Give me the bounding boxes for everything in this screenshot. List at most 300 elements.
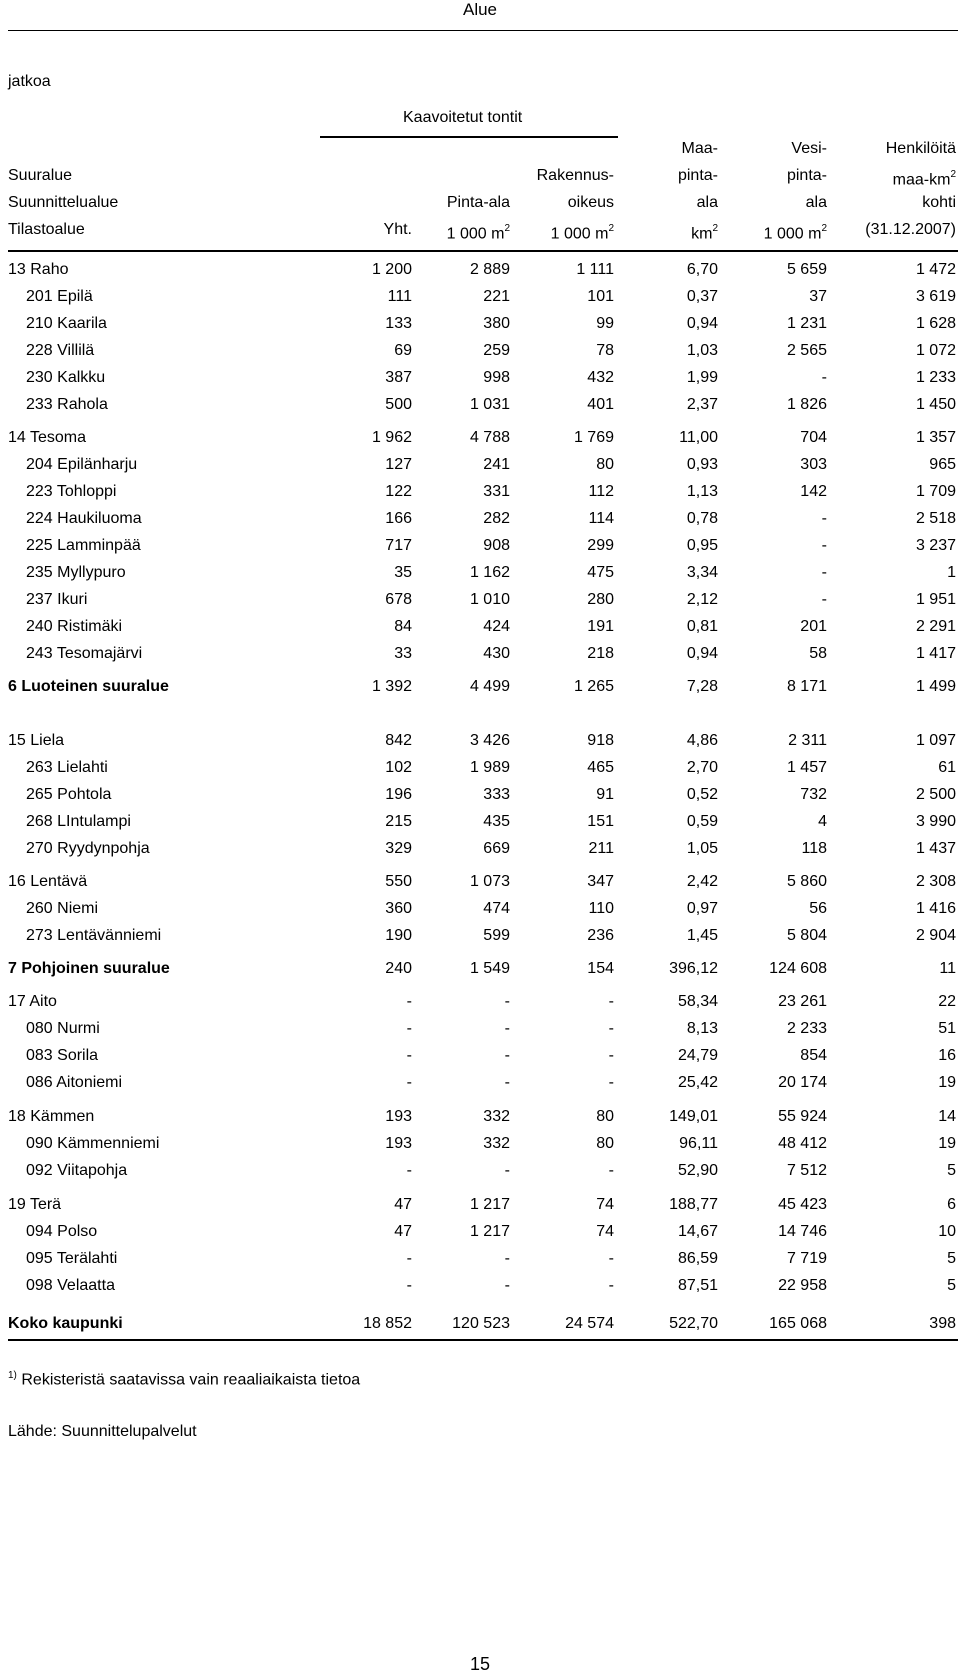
header-vesi-ala: ala bbox=[805, 194, 827, 211]
table-row bbox=[0, 1195, 960, 1215]
row-name: 095 Terälahti bbox=[26, 1250, 118, 1267]
cell-maapinta-ala: 0,97 bbox=[686, 900, 718, 917]
cell-maapinta-ala: 52,90 bbox=[677, 1162, 718, 1179]
cell-pinta-ala: - bbox=[504, 1277, 510, 1294]
cell-yht: 215 bbox=[385, 813, 412, 830]
cell-pinta-ala: 1 217 bbox=[469, 1223, 510, 1240]
cell-rakennusoikeus: 151 bbox=[587, 813, 614, 830]
cell-vesipinta-ala: 303 bbox=[800, 456, 827, 473]
cell-henkiloita: 19 bbox=[938, 1074, 956, 1091]
cell-henkiloita: 3 990 bbox=[915, 813, 956, 830]
cell-yht: 360 bbox=[385, 900, 412, 917]
cell-yht: 240 bbox=[385, 960, 412, 977]
cell-yht: 122 bbox=[385, 483, 412, 500]
table-row bbox=[0, 926, 960, 946]
table-row bbox=[0, 536, 960, 556]
cell-maapinta-ala: 2,12 bbox=[686, 591, 718, 608]
cell-vesipinta-ala: 45 423 bbox=[778, 1196, 827, 1213]
cell-yht: - bbox=[406, 1277, 412, 1294]
cell-pinta-ala: 1 549 bbox=[469, 960, 510, 977]
row-name: 235 Myllypuro bbox=[26, 564, 126, 581]
cell-pinta-ala: 332 bbox=[483, 1108, 510, 1125]
row-name: 092 Viitapohja bbox=[26, 1162, 128, 1179]
cell-pinta-ala: 282 bbox=[483, 510, 510, 527]
page-number: 15 bbox=[469, 1654, 491, 1674]
cell-yht: - bbox=[406, 993, 412, 1010]
cell-yht: 196 bbox=[385, 786, 412, 803]
table-row bbox=[0, 1314, 960, 1334]
row-name: 210 Kaarila bbox=[26, 315, 107, 332]
header-pinta-ala: Pinta-ala bbox=[446, 194, 510, 211]
cell-henkiloita: 3 619 bbox=[915, 288, 956, 305]
row-name: 268 LIntulampi bbox=[26, 813, 131, 830]
row-name: 237 Ikuri bbox=[26, 591, 88, 608]
cell-vesipinta-ala: 7 512 bbox=[786, 1162, 827, 1179]
cell-henkiloita: 6 bbox=[947, 1196, 956, 1213]
cell-henkiloita: 16 bbox=[938, 1047, 956, 1064]
page-header: Alue bbox=[462, 0, 498, 19]
cell-pinta-ala: 1 162 bbox=[469, 564, 510, 581]
cell-maapinta-ala: 1,45 bbox=[686, 927, 718, 944]
cell-vesipinta-ala: 732 bbox=[800, 786, 827, 803]
row-name: 18 Kämmen bbox=[8, 1108, 95, 1125]
row-name: 270 Ryydynpohja bbox=[26, 840, 150, 857]
cell-rakennusoikeus: 465 bbox=[587, 759, 614, 776]
cell-henkiloita: 1 437 bbox=[915, 840, 956, 857]
cell-yht: 190 bbox=[385, 927, 412, 944]
cell-vesipinta-ala: 22 958 bbox=[778, 1277, 827, 1294]
row-name: 16 Lentävä bbox=[8, 873, 88, 890]
header-divider bbox=[8, 30, 958, 31]
table-row bbox=[0, 872, 960, 892]
cell-rakennusoikeus: 432 bbox=[587, 369, 614, 386]
header-pinta-ala-unit: 1 000 $m^2$ bbox=[446, 223, 510, 243]
cell-vesipinta-ala: 23 261 bbox=[778, 993, 827, 1010]
header-bottom-rule bbox=[8, 250, 958, 252]
cell-rakennusoikeus: 74 bbox=[596, 1223, 614, 1240]
table-row bbox=[0, 1046, 960, 1066]
table-row bbox=[0, 785, 960, 805]
cell-maapinta-ala: 3,34 bbox=[686, 564, 718, 581]
cell-pinta-ala: 332 bbox=[483, 1135, 510, 1152]
table-row bbox=[0, 395, 960, 415]
cell-rakennusoikeus: 110 bbox=[588, 900, 614, 917]
cell-vesipinta-ala: 165 068 bbox=[769, 1315, 827, 1332]
header-maa-pinta: pinta- bbox=[677, 167, 718, 184]
row-name: 223 Tohloppi bbox=[26, 483, 117, 500]
cell-pinta-ala: - bbox=[504, 1250, 510, 1267]
cell-rakennusoikeus: 475 bbox=[587, 564, 614, 581]
row-name: 7 Pohjoinen suuralue bbox=[8, 960, 170, 977]
cell-vesipinta-ala: - bbox=[821, 510, 827, 527]
cell-maapinta-ala: 2,37 bbox=[686, 396, 718, 413]
table-row bbox=[0, 428, 960, 448]
table-row bbox=[0, 677, 960, 697]
cell-maapinta-ala: 7,28 bbox=[686, 678, 718, 695]
cell-henkiloita: 2 518 bbox=[915, 510, 956, 527]
row-name: Koko kaupunki bbox=[8, 1315, 123, 1332]
cell-yht: 1 962 bbox=[371, 429, 412, 446]
table-row bbox=[0, 509, 960, 529]
cell-pinta-ala: - bbox=[504, 1020, 510, 1037]
cell-vesipinta-ala: 124 608 bbox=[769, 960, 827, 977]
row-name: 240 Ristimäki bbox=[26, 618, 123, 635]
header-oikeus: oikeus bbox=[567, 194, 614, 211]
row-name: 230 Kalkku bbox=[26, 369, 106, 386]
cell-vesipinta-ala: 704 bbox=[800, 429, 827, 446]
cell-pinta-ala: 998 bbox=[483, 369, 510, 386]
footnote-text: Rekisteristä saatavissa vain reaaliaikaista tietoa bbox=[21, 1371, 361, 1389]
table-bottom-rule bbox=[8, 1339, 958, 1341]
cell-yht: 47 bbox=[394, 1223, 412, 1240]
row-name: 225 Lamminpää bbox=[26, 537, 141, 554]
cell-maapinta-ala: 4,86 bbox=[686, 732, 718, 749]
cell-maapinta-ala: 1,03 bbox=[686, 342, 718, 359]
table-row bbox=[0, 1019, 960, 1039]
cell-vesipinta-ala: 201 bbox=[800, 618, 827, 635]
table-row bbox=[0, 1161, 960, 1181]
cell-henkiloita: 1 499 bbox=[915, 678, 956, 695]
cell-rakennusoikeus: 112 bbox=[588, 483, 614, 500]
cell-rakennusoikeus: 236 bbox=[587, 927, 614, 944]
cell-vesipinta-ala: - bbox=[821, 591, 827, 608]
table-row bbox=[0, 1107, 960, 1127]
cell-pinta-ala: 4 499 bbox=[469, 678, 510, 695]
header-rakennus-unit: 1 000 $m^2$ bbox=[550, 223, 614, 243]
cell-pinta-ala: - bbox=[504, 1162, 510, 1179]
cell-rakennusoikeus: - bbox=[608, 993, 614, 1010]
cell-maapinta-ala: 24,79 bbox=[677, 1047, 718, 1064]
header-kohti: kohti bbox=[922, 194, 956, 211]
cell-vesipinta-ala: 1 826 bbox=[786, 396, 827, 413]
cell-henkiloita: 10 bbox=[938, 1223, 956, 1240]
table-row bbox=[0, 758, 960, 778]
table-row bbox=[0, 1276, 960, 1296]
row-name: 094 Polso bbox=[26, 1223, 98, 1240]
cell-maapinta-ala: 0,94 bbox=[686, 315, 718, 332]
cell-henkiloita: 1 709 bbox=[915, 483, 956, 500]
row-name: 243 Tesomajärvi bbox=[26, 645, 143, 662]
cell-henkiloita: 1 bbox=[947, 564, 956, 581]
cell-henkiloita: 51 bbox=[938, 1020, 956, 1037]
cell-pinta-ala: 435 bbox=[483, 813, 510, 830]
cell-yht: 717 bbox=[385, 537, 412, 554]
table-row bbox=[0, 590, 960, 610]
cell-rakennusoikeus: 347 bbox=[587, 873, 614, 890]
header-suuralue: Suuralue bbox=[8, 167, 73, 184]
cell-maapinta-ala: 25,42 bbox=[677, 1074, 718, 1091]
cell-henkiloita: 1 357 bbox=[915, 429, 956, 446]
cell-pinta-ala: 221 bbox=[483, 288, 510, 305]
table-row bbox=[0, 839, 960, 859]
table-row bbox=[0, 482, 960, 502]
cell-vesipinta-ala: 56 bbox=[809, 900, 827, 917]
cell-rakennusoikeus: - bbox=[608, 1047, 614, 1064]
row-name: 080 Nurmi bbox=[26, 1020, 100, 1037]
cell-rakennusoikeus: 74 bbox=[596, 1196, 614, 1213]
cell-pinta-ala: 1 010 bbox=[469, 591, 510, 608]
cell-vesipinta-ala: 142 bbox=[800, 483, 827, 500]
row-name: 201 Epilä bbox=[26, 288, 93, 305]
cell-rakennusoikeus: 401 bbox=[587, 396, 614, 413]
cell-maapinta-ala: 0,78 bbox=[686, 510, 718, 527]
cell-henkiloita: 1 628 bbox=[915, 315, 956, 332]
row-name: 090 Kämmenniemi bbox=[26, 1135, 160, 1152]
cell-vesipinta-ala: 1 231 bbox=[786, 315, 827, 332]
cell-rakennusoikeus: 80 bbox=[596, 1135, 614, 1152]
cell-maapinta-ala: 8,13 bbox=[686, 1020, 718, 1037]
cell-pinta-ala: 430 bbox=[483, 645, 510, 662]
cell-rakennusoikeus: 101 bbox=[587, 288, 614, 305]
cell-vesipinta-ala: 37 bbox=[809, 288, 827, 305]
cell-pinta-ala: 241 bbox=[483, 456, 510, 473]
cell-henkiloita: 5 bbox=[947, 1250, 956, 1267]
table-row bbox=[0, 1134, 960, 1154]
header-vesi-unit: 1 000 $m^2$ bbox=[763, 223, 827, 243]
cell-rakennusoikeus: 918 bbox=[587, 732, 614, 749]
header-vesi: Vesi- bbox=[791, 140, 827, 157]
table-row bbox=[0, 731, 960, 751]
table-row bbox=[0, 644, 960, 664]
cell-rakennusoikeus: 1 111 bbox=[576, 261, 614, 278]
cell-yht: 69 bbox=[394, 342, 412, 359]
cell-yht: 127 bbox=[385, 456, 412, 473]
source-line: Lähde: Suunnittelupalvelut bbox=[8, 1423, 197, 1440]
cell-yht: 111 bbox=[387, 288, 412, 305]
cell-rakennusoikeus: 78 bbox=[596, 342, 614, 359]
table-row bbox=[0, 368, 960, 388]
table-row bbox=[0, 455, 960, 475]
cell-vesipinta-ala: 5 860 bbox=[786, 873, 827, 890]
continued-label: jatkoa bbox=[8, 73, 51, 90]
row-name: 204 Epilänharju bbox=[26, 456, 138, 473]
cell-rakennusoikeus: 211 bbox=[588, 840, 614, 857]
cell-rakennusoikeus: 114 bbox=[588, 510, 614, 527]
cell-henkiloita: 61 bbox=[938, 759, 956, 776]
cell-yht: - bbox=[406, 1250, 412, 1267]
header-vesi-pinta: pinta- bbox=[786, 167, 827, 184]
cell-vesipinta-ala: 20 174 bbox=[778, 1074, 827, 1091]
cell-pinta-ala: 424 bbox=[483, 618, 510, 635]
cell-vesipinta-ala: 7 719 bbox=[786, 1250, 827, 1267]
cell-pinta-ala: 1 989 bbox=[469, 759, 510, 776]
cell-pinta-ala: 1 073 bbox=[469, 873, 510, 890]
cell-pinta-ala: 120 523 bbox=[452, 1315, 510, 1332]
cell-maapinta-ala: 0,81 bbox=[686, 618, 718, 635]
cell-rakennusoikeus: 80 bbox=[596, 456, 614, 473]
row-name: 265 Pohtola bbox=[26, 786, 112, 803]
cell-pinta-ala: 1 217 bbox=[469, 1196, 510, 1213]
cell-vesipinta-ala: 854 bbox=[800, 1047, 827, 1064]
group-header-rule bbox=[320, 136, 618, 138]
cell-rakennusoikeus: 154 bbox=[587, 960, 614, 977]
cell-vesipinta-ala: 1 457 bbox=[786, 759, 827, 776]
cell-henkiloita: 1 233 bbox=[915, 369, 956, 386]
cell-maapinta-ala: 149,01 bbox=[669, 1108, 718, 1125]
footnote bbox=[8, 1366, 360, 1390]
table-row bbox=[0, 260, 960, 280]
cell-maapinta-ala: 11,00 bbox=[679, 429, 718, 446]
cell-rakennusoikeus: 280 bbox=[587, 591, 614, 608]
cell-henkiloita: 19 bbox=[938, 1135, 956, 1152]
cell-rakennusoikeus: - bbox=[608, 1162, 614, 1179]
header-henkiloita: Henkilöitä bbox=[885, 140, 956, 157]
header-rakennus: Rakennus- bbox=[536, 167, 614, 184]
cell-maapinta-ala: 2,70 bbox=[686, 759, 718, 776]
header-maa-km: maa-$km^2$ bbox=[892, 169, 956, 189]
cell-maapinta-ala: 522,70 bbox=[669, 1315, 718, 1332]
cell-henkiloita: 1 951 bbox=[915, 591, 956, 608]
cell-pinta-ala: 2 889 bbox=[469, 261, 510, 278]
row-name: 15 Liela bbox=[8, 732, 65, 749]
cell-henkiloita: 2 308 bbox=[915, 873, 956, 890]
cell-rakennusoikeus: - bbox=[608, 1020, 614, 1037]
cell-henkiloita: 2 904 bbox=[915, 927, 956, 944]
row-name: 086 Aitoniemi bbox=[26, 1074, 123, 1091]
cell-pinta-ala: 259 bbox=[483, 342, 510, 359]
table-row bbox=[0, 314, 960, 334]
cell-pinta-ala: 669 bbox=[483, 840, 510, 857]
cell-maapinta-ala: 58,34 bbox=[677, 993, 718, 1010]
cell-rakennusoikeus: 1 769 bbox=[573, 429, 614, 446]
cell-henkiloita: 1 072 bbox=[915, 342, 956, 359]
cell-rakennusoikeus: 1 265 bbox=[573, 678, 614, 695]
cell-yht: 166 bbox=[385, 510, 412, 527]
cell-vesipinta-ala: - bbox=[821, 369, 827, 386]
cell-vesipinta-ala: 5 659 bbox=[786, 261, 827, 278]
cell-maapinta-ala: 0,52 bbox=[686, 786, 718, 803]
cell-yht: - bbox=[406, 1020, 412, 1037]
cell-rakennusoikeus: 218 bbox=[587, 645, 614, 662]
cell-yht: 18 852 bbox=[363, 1315, 412, 1332]
cell-henkiloita: 1 417 bbox=[915, 645, 956, 662]
row-name: 17 Aito bbox=[8, 993, 57, 1010]
cell-maapinta-ala: 1,13 bbox=[686, 483, 718, 500]
cell-maapinta-ala: 6,70 bbox=[686, 261, 718, 278]
cell-yht: 1 200 bbox=[371, 261, 412, 278]
cell-henkiloita: 398 bbox=[929, 1315, 956, 1332]
cell-yht: 842 bbox=[385, 732, 412, 749]
footnote-marker: 1) bbox=[8, 1370, 17, 1381]
cell-pinta-ala: 380 bbox=[483, 315, 510, 332]
table-row bbox=[0, 812, 960, 832]
cell-pinta-ala: - bbox=[504, 1074, 510, 1091]
header-date: (31.12.2007) bbox=[865, 221, 956, 238]
cell-rakennusoikeus: - bbox=[608, 1074, 614, 1091]
cell-pinta-ala: - bbox=[504, 993, 510, 1010]
cell-yht: 133 bbox=[385, 315, 412, 332]
cell-maapinta-ala: 0,94 bbox=[686, 645, 718, 662]
header-suunnittelualue: Suunnittelualue bbox=[8, 194, 119, 211]
cell-vesipinta-ala: 5 804 bbox=[786, 927, 827, 944]
cell-rakennusoikeus: - bbox=[608, 1277, 614, 1294]
cell-yht: 387 bbox=[385, 369, 412, 386]
cell-pinta-ala: 474 bbox=[483, 900, 510, 917]
row-name: 263 Lielahti bbox=[26, 759, 108, 776]
header-maa-ala: ala bbox=[696, 194, 718, 211]
cell-yht: - bbox=[406, 1074, 412, 1091]
cell-yht: 329 bbox=[385, 840, 412, 857]
cell-yht: 84 bbox=[394, 618, 412, 635]
row-name: 6 Luoteinen suuralue bbox=[8, 678, 169, 695]
cell-vesipinta-ala: 4 bbox=[818, 813, 827, 830]
table-row bbox=[0, 563, 960, 583]
cell-henkiloita: 5 bbox=[947, 1162, 956, 1179]
cell-yht: 47 bbox=[394, 1196, 412, 1213]
cell-pinta-ala: 908 bbox=[483, 537, 510, 554]
cell-yht: 193 bbox=[385, 1135, 412, 1152]
cell-maapinta-ala: 0,93 bbox=[686, 456, 718, 473]
cell-maapinta-ala: 0,59 bbox=[686, 813, 718, 830]
cell-rakennusoikeus: 91 bbox=[596, 786, 614, 803]
row-name: 260 Niemi bbox=[26, 900, 99, 917]
cell-henkiloita: 1 416 bbox=[915, 900, 956, 917]
cell-yht: 193 bbox=[385, 1108, 412, 1125]
row-name: 273 Lentävänniemi bbox=[26, 927, 162, 944]
cell-vesipinta-ala: 2 233 bbox=[786, 1020, 827, 1037]
cell-pinta-ala: - bbox=[504, 1047, 510, 1064]
cell-maapinta-ala: 87,51 bbox=[677, 1277, 718, 1294]
cell-yht: 500 bbox=[385, 396, 412, 413]
cell-rakennusoikeus: 299 bbox=[587, 537, 614, 554]
cell-pinta-ala: 1 031 bbox=[469, 396, 510, 413]
cell-vesipinta-ala: 14 746 bbox=[778, 1223, 827, 1240]
cell-henkiloita: 1 450 bbox=[915, 396, 956, 413]
cell-vesipinta-ala: 58 bbox=[809, 645, 827, 662]
table-row bbox=[0, 1249, 960, 1269]
cell-vesipinta-ala: 55 924 bbox=[778, 1108, 827, 1125]
cell-maapinta-ala: 14,67 bbox=[677, 1223, 718, 1240]
cell-rakennusoikeus: 99 bbox=[596, 315, 614, 332]
cell-rakennusoikeus: - bbox=[608, 1250, 614, 1267]
cell-maapinta-ala: 96,11 bbox=[679, 1135, 718, 1152]
table-row bbox=[0, 899, 960, 919]
cell-yht: 550 bbox=[385, 873, 412, 890]
group-header-kaavoitetut-tontit: Kaavoitetut tontit bbox=[403, 109, 523, 126]
cell-maapinta-ala: 86,59 bbox=[677, 1250, 718, 1267]
cell-henkiloita: 2 291 bbox=[915, 618, 956, 635]
cell-henkiloita: 965 bbox=[929, 456, 956, 473]
cell-maapinta-ala: 1,99 bbox=[686, 369, 718, 386]
cell-yht: 35 bbox=[394, 564, 412, 581]
table-row bbox=[0, 959, 960, 979]
cell-vesipinta-ala: - bbox=[821, 564, 827, 581]
cell-henkiloita: 1 097 bbox=[915, 732, 956, 749]
header-maa-unit: $km^2$ bbox=[691, 223, 718, 243]
cell-yht: 33 bbox=[394, 645, 412, 662]
cell-vesipinta-ala: 8 171 bbox=[786, 678, 827, 695]
cell-maapinta-ala: 2,42 bbox=[686, 873, 718, 890]
table-row bbox=[0, 1073, 960, 1093]
cell-vesipinta-ala: 48 412 bbox=[778, 1135, 827, 1152]
cell-pinta-ala: 599 bbox=[483, 927, 510, 944]
cell-henkiloita: 11 bbox=[939, 960, 956, 977]
header-maa: Maa- bbox=[681, 140, 718, 157]
cell-vesipinta-ala: 2 565 bbox=[786, 342, 827, 359]
cell-yht: - bbox=[406, 1047, 412, 1064]
cell-henkiloita: 14 bbox=[938, 1108, 956, 1125]
cell-henkiloita: 22 bbox=[938, 993, 956, 1010]
cell-henkiloita: 1 472 bbox=[915, 261, 956, 278]
row-name: 224 Haukiluoma bbox=[26, 510, 142, 527]
header-yht: Yht. bbox=[383, 221, 412, 238]
row-name: 19 Terä bbox=[8, 1196, 62, 1213]
cell-maapinta-ala: 1,05 bbox=[686, 840, 718, 857]
row-name: 13 Raho bbox=[8, 261, 69, 278]
cell-rakennusoikeus: 24 574 bbox=[565, 1315, 614, 1332]
cell-rakennusoikeus: 191 bbox=[587, 618, 614, 635]
cell-rakennusoikeus: 80 bbox=[596, 1108, 614, 1125]
